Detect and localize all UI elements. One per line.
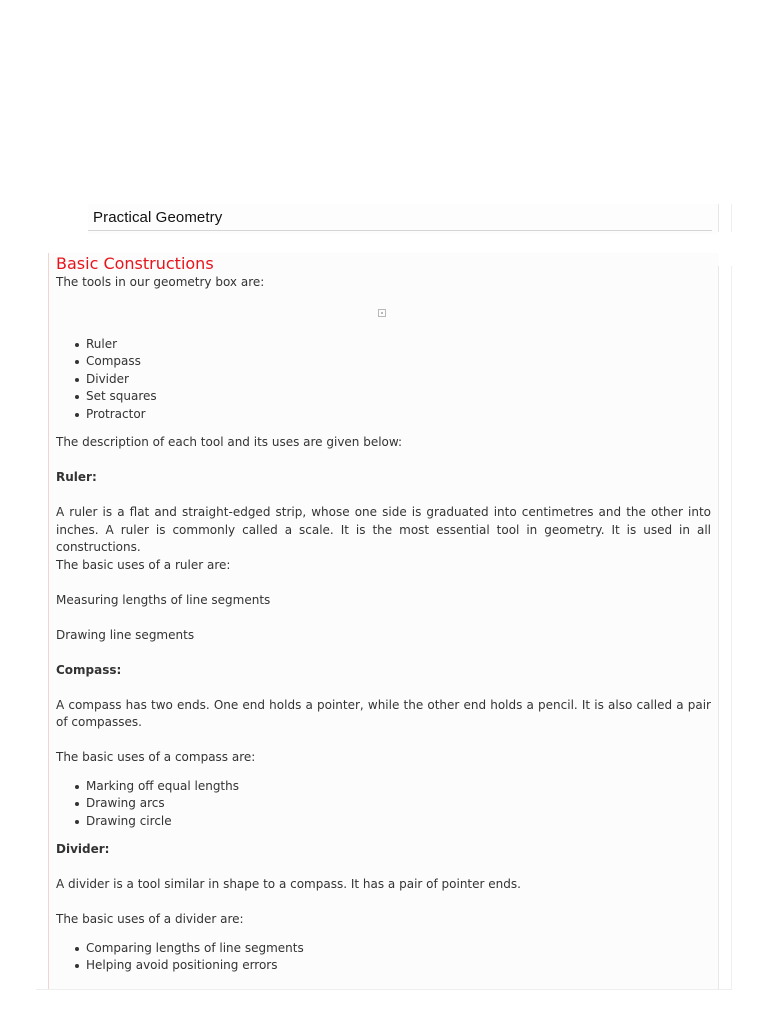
list-item: Drawing circle (86, 813, 711, 831)
tools-list (56, 336, 711, 424)
list-item: Comparing lengths of line segments (86, 940, 711, 958)
list-item: Protractor (86, 406, 711, 424)
divider-heading: Divider: (56, 842, 110, 856)
broken-image-icon (378, 309, 386, 317)
compass-uses-lead: The basic uses of a compass are: (56, 750, 256, 764)
compass-text: A compass has two ends. One end holds a pointer, while the other end holds a pencil. It is also called a pair of compasses. (56, 697, 711, 729)
list-item: Compass (86, 353, 711, 371)
description-lead: The description of each tool and its uses are given below: (56, 435, 403, 449)
compass-uses-list (56, 778, 711, 831)
section-title: Basic Constructions (56, 254, 214, 273)
divider-uses-lead: The basic uses of a divider are: (56, 912, 244, 926)
header-divider (88, 230, 712, 231)
list-item: Drawing arcs (86, 795, 711, 813)
list-item: Ruler (86, 336, 711, 354)
tools-image (56, 292, 711, 336)
article-content (56, 254, 711, 975)
content-bottom-rule (36, 989, 732, 990)
divider-text: A divider is a tool similar in shape to a compass. It has a pair of pointer ends. (56, 877, 521, 891)
ruler-text: A ruler is a flat and straight-edged strip, whose one side is graduated into centimetres and the other into inches. A ruler is commonly called a scale. It is the most essential tool in geometry. It is used in all constructions. (56, 505, 711, 554)
tools-intro: The tools in our geometry box are: (56, 275, 265, 289)
compass-heading: Compass: (56, 662, 122, 677)
header-card (88, 204, 718, 234)
list-item: Helping avoid positioning errors (86, 957, 711, 975)
ruler-use-1: Measuring lengths of line segments (56, 592, 271, 607)
ruler-use-2: Drawing line segments (56, 627, 195, 642)
list-item: Set squares (86, 388, 711, 406)
content-edge-rule (718, 266, 719, 989)
list-item: Marking off equal lengths (86, 778, 711, 796)
header-edge-rule (718, 204, 719, 232)
ruler-uses-lead: The basic uses of a ruler are: (56, 557, 231, 572)
list-item: Divider (86, 371, 711, 389)
content-edge-rule-outer (731, 266, 732, 989)
page-title: Practical Geometry (93, 209, 223, 226)
ruler-heading: Ruler: (56, 470, 97, 484)
divider-uses-list (56, 940, 711, 975)
header-edge-rule-outer (731, 204, 732, 232)
